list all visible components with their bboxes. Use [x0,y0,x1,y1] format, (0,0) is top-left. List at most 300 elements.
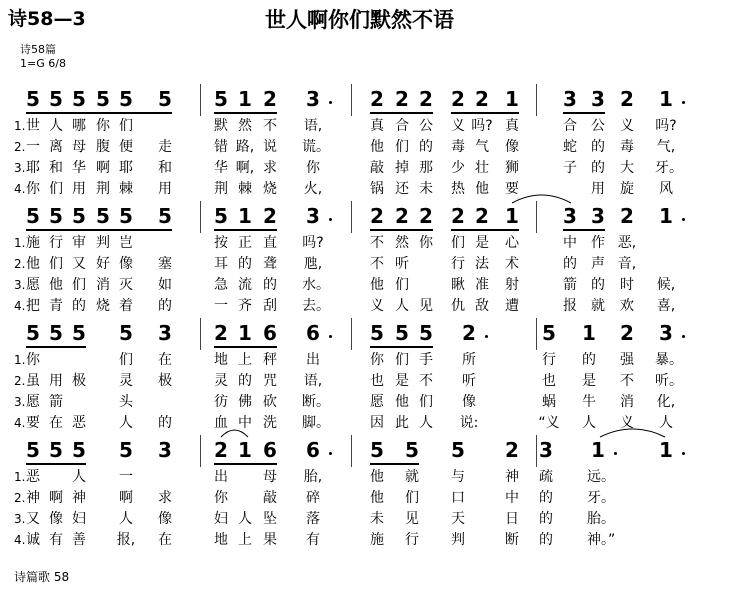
lyric-char: 地 [214,352,228,368]
lyric-char: 牛 [582,394,596,410]
note: 1 [238,87,252,111]
lyric-char: 敌 [475,298,489,314]
lyric-char: 你 [419,235,433,251]
verse-number: 3. [14,395,26,409]
note: 5 [49,87,63,111]
lyric-char: 消 [620,394,634,410]
lyric-char: 暴。 [655,352,683,368]
lyric-char: 坠 [263,511,277,527]
psalm-source: 诗58篇 [20,43,56,56]
lyric-char: 气, [656,139,676,155]
lyric-char: 断 [505,532,519,548]
lyric-char: 和 [49,160,63,176]
lyric-char: 耶 [26,160,40,176]
note: 5 [26,87,40,111]
note: 2 [462,321,476,345]
lyric-char: 岂 [119,235,133,251]
lyric-char: 判 [96,235,110,251]
lyric-char: 直 [263,235,277,251]
note: 6 [263,438,277,462]
lyric-char: 声 [591,256,605,272]
lyric-char: 气 [475,139,489,155]
note: 1 [238,204,252,228]
note: 6 [263,321,277,345]
lyric-char: 有 [306,532,320,548]
lyric-char: 果 [263,532,277,548]
lyric-char: 行 [49,235,63,251]
lyric-char: 不 [370,256,384,272]
lyric-char: 你 [306,160,320,176]
lyric-char: 在 [158,532,172,548]
note: 6 [306,438,320,462]
lyric-char: 耳 [214,256,228,272]
lyric-char: 然 [395,235,409,251]
verse-number: 3. [14,278,26,292]
lyric-char: 华 [214,160,228,176]
note: 5 [72,87,86,111]
slur [221,430,248,437]
lyric-char: 急 [214,277,228,293]
lyric-char: 求 [158,490,172,506]
lyric-char: 恶 [26,469,40,485]
lyric-char: 审 [72,235,86,251]
lyric-char: 又 [72,256,86,272]
lyric-char: 又 [26,511,40,527]
lyric-char: 的 [72,298,86,314]
lyric-char: 蛇 [563,139,577,155]
lyric-char: 是 [582,373,596,389]
note: 5 [370,438,384,462]
lyric-char: 神 [26,490,40,506]
lyric-char: 用 [72,181,86,197]
note: 3 [563,87,577,111]
verse-number: 4. [14,533,26,547]
note: 3 [591,204,605,228]
lyric-char: 天 [451,511,465,527]
lyric-char: 聋 [263,256,277,272]
lyric-char: 棘 [119,181,133,197]
lyric-char: 人 [659,415,673,431]
lyric-char: 们 [72,277,86,293]
lyric-char: 一 [214,298,228,314]
note: 1 [505,87,519,111]
lyric-char: 锅 [370,181,384,197]
lyric-char: 你 [214,490,228,506]
lyric-char: 瞅 [451,277,465,293]
lyric-char: 啊 [49,490,63,506]
lyric-char: 敲 [263,490,277,506]
lyric-char: 候, [656,277,676,293]
lyric-char: 谎。 [302,139,330,155]
lyric-char: 义 [620,118,634,134]
lyric-char: 义 [451,118,465,134]
lyric-char: 他 [370,139,384,155]
note: 5 [119,204,133,228]
lyric-char: 一 [119,469,133,485]
lyric-char: 用 [591,181,605,197]
lyric-char: 听 [462,373,476,389]
lyric-char: 着 [119,298,133,314]
lyric-char: 棘 [238,181,252,197]
lyric-char: 吗? [471,118,493,134]
lyric-char: 们 [119,118,133,134]
lyric-char: 世 [26,118,40,134]
lyric-char: 强 [620,352,634,368]
lyric-char: 虺, [303,256,323,272]
lyric-char: 听 [395,256,409,272]
verse-number: 4. [14,416,26,430]
lyric-char: 判 [451,532,465,548]
lyric-char: 刮 [263,298,277,314]
lyric-char: 未 [370,511,384,527]
slur [512,195,571,203]
note: 5 [96,87,110,111]
lyric-char: 像 [158,511,172,527]
lyric-char: 因 [370,415,384,431]
lyric-char: 们 [49,256,63,272]
lyric-char: 好 [96,256,110,272]
lyric-char: 的 [158,415,172,431]
note: 5 [395,321,409,345]
lyric-char: 像 [49,511,63,527]
lyric-char: 牙。 [655,160,683,176]
note: 2 [505,438,519,462]
lyric-char: 们 [395,139,409,155]
lyric-char: 啊 [96,160,110,176]
note: 2 [620,87,634,111]
verse-number: 3. [14,512,26,526]
lyric-char: 欢 [620,298,634,314]
note: 3 [539,438,553,462]
lyric-char: 你 [370,352,384,368]
lyric-char: 说 [263,139,277,155]
lyric-char: 掉 [395,160,409,176]
lyric-char: 地 [214,532,228,548]
lyric-char: 齐 [238,298,252,314]
lyric-char: 耶 [119,160,133,176]
note: 2 [395,204,409,228]
lyric-char: 见 [419,298,433,314]
note: 3 [158,321,172,345]
lyric-char: 出 [306,352,320,368]
lyric-char: 按 [214,235,228,251]
lyric-char: 热 [451,181,465,197]
note: 1 [659,204,673,228]
note: 1 [591,438,605,462]
lyric-char: 像 [119,256,133,272]
lyric-char: 彷 [214,394,228,410]
lyric-char: 的 [238,373,252,389]
key-signature: 1=G 6/8 [20,57,66,70]
note: 5 [72,204,86,228]
lyric-char: 行 [451,256,465,272]
lyric-char: 的 [591,160,605,176]
lyric-char: 出 [214,469,228,485]
lyric-char: 喜, [656,298,676,314]
lyric-char: “义 [538,415,560,431]
lyric-char: 的 [419,139,433,155]
note: 3 [591,87,605,111]
lyric-char: 神 [505,469,519,485]
lyric-char: 砍 [263,394,277,410]
lyric-char: 与 [451,469,465,485]
note: 2 [475,87,489,111]
lyric-char: 们 [119,352,133,368]
note: 5 [419,321,433,345]
lyric-char: 灵 [214,373,228,389]
lyric-char: 默 [214,118,228,134]
lyric-char: 说: [459,415,479,431]
lyric-char: 用 [49,373,63,389]
lyric-char: 错 [214,139,228,155]
lyric-char: 用 [158,181,172,197]
lyric-char: 神 [72,490,86,506]
lyric-char: 此 [395,415,409,431]
lyric-char: 母 [263,469,277,485]
verse-number: 2. [14,374,26,388]
lyric-char: 们 [395,277,409,293]
lyric-char: 远。 [587,469,615,485]
lyric-char: 便 [119,139,133,155]
lyric-char: 母 [72,139,86,155]
lyric-char: 咒 [263,373,277,389]
note: 5 [72,438,86,462]
note: 5 [26,321,40,345]
note: 1 [659,87,673,111]
verse-number: 1. [14,236,26,250]
note: 2 [370,87,384,111]
note: 5 [49,438,63,462]
lyric-char: 有 [49,532,63,548]
lyric-char: 真 [370,118,384,134]
lyric-char: 疏 [539,469,553,485]
lyric-char: 人 [119,415,133,431]
lyric-char: 啊 [119,490,133,506]
lyric-char: 们 [395,352,409,368]
lyric-char: 秤 [263,352,277,368]
lyric-char: 法 [475,256,489,272]
lyric-char: 义 [620,415,634,431]
lyric-char: 人 [582,415,596,431]
note: 5 [49,321,63,345]
lyric-char: 胎, [303,469,323,485]
lyric-char: 是 [395,373,409,389]
lyric-char: 射 [505,277,519,293]
lyric-char: 在 [49,415,63,431]
lyric-char: 极 [158,373,172,389]
lyric-char: 在 [158,352,172,368]
lyric-char: 他 [395,394,409,410]
note: 1 [238,321,252,345]
note: 5 [214,204,228,228]
lyric-char: 牙。 [587,490,615,506]
lyric-char: 口 [451,490,465,506]
footer-source: 诗篇歌 58 [14,570,70,584]
lyric-char: 敲 [370,160,384,176]
note: 3 [158,438,172,462]
note: 2 [419,204,433,228]
lyric-char: 人 [119,511,133,527]
lyric-char: 烧 [263,181,277,197]
lyric-char: 风 [659,181,673,197]
lyric-char: 不 [370,235,384,251]
note: 5 [451,438,465,462]
note: 2 [475,204,489,228]
lyric-char: 的 [263,277,277,293]
note: 2 [451,87,465,111]
lyric-char: 血 [214,415,228,431]
lyric-char: 时 [620,277,634,293]
lyric-char: 头 [119,394,133,410]
lyric-char: 行 [405,532,419,548]
lyric-char: 的 [158,298,172,314]
lyric-char: 的 [582,352,596,368]
lyric-char: 施 [370,532,384,548]
note: 5 [119,87,133,111]
lyric-char: 荆 [214,181,228,197]
lyric-char: 火, [303,181,323,197]
lyric-char: 水。 [302,277,330,293]
lyric-char: 要 [505,181,519,197]
lyric-char: 语, [303,118,323,134]
lyric-char: 烧 [96,298,110,314]
lyric-char: 蜗 [542,394,556,410]
lyric-char: 们 [451,235,465,251]
lyric-char: 腹 [96,139,110,155]
lyric-char: 少 [451,160,465,176]
lyric-char: 恶, [617,235,637,251]
lyric-char: 上 [238,352,252,368]
note: 5 [158,204,172,228]
note: 1 [659,438,673,462]
lyric-char: 华 [72,160,86,176]
note: 5 [72,321,86,345]
lyric-char: 洗 [263,415,277,431]
lyric-char: 你 [26,352,40,368]
lyric-char: 的 [563,256,577,272]
note: 5 [158,87,172,111]
slur [600,429,665,437]
lyric-char: 塞 [158,256,172,272]
lyric-char: 青 [49,298,63,314]
lyric-char: 毒 [451,139,465,155]
note: 5 [405,438,419,462]
lyric-char: 他 [370,469,384,485]
lyric-char: 然 [238,118,252,134]
note: 5 [119,321,133,345]
lyric-char: 他 [49,277,63,293]
lyric-char: 妇 [72,511,86,527]
lyric-char: 你 [26,181,40,197]
lyric-char: 们 [405,490,419,506]
lyric-char: 报 [563,298,577,314]
lyric-char: 诚 [26,532,40,548]
note: 2 [214,438,228,462]
lyric-char: 愿 [26,277,40,293]
lyric-char: 旋 [620,181,634,197]
lyric-char: 报, [116,532,136,548]
lyric-char: 狮 [505,160,519,176]
note: 2 [419,87,433,111]
lyric-char: 箭 [563,277,577,293]
lyric-char: 那 [419,160,433,176]
note: 2 [620,321,634,345]
verse-number: 3. [14,161,26,175]
lyric-char: 壮 [475,160,489,176]
verse-number: 1. [14,119,26,133]
lyric-char: 路, [235,139,255,155]
lyric-char: 善 [72,532,86,548]
lyric-char: 不 [620,373,634,389]
lyric-char: 的 [539,532,553,548]
note: 2 [620,204,634,228]
lyric-char: 哪 [72,118,86,134]
lyric-char: 也 [542,373,556,389]
lyric-char: 神。” [587,532,616,548]
verse-number: 4. [14,299,26,313]
lyric-char: 仇 [451,298,465,314]
lyric-char: 人 [395,298,409,314]
lyric-char: 吗? [655,118,677,134]
lyric-char: 的 [539,490,553,506]
lyric-char: 化, [656,394,676,410]
lyric-char: 愿 [370,394,384,410]
lyric-char: 落 [306,511,320,527]
lyric-char: 听。 [655,373,683,389]
lyric-char: 流 [238,277,252,293]
verse-number: 1. [14,353,26,367]
lyric-char: 公 [419,118,433,134]
hymn-title: 世人啊你们默然不语 [265,8,454,32]
lyric-char: 灭 [119,277,133,293]
note: 1 [238,438,252,462]
lyric-char: 子 [563,160,577,176]
note: 3 [659,321,673,345]
lyric-char: 遭 [505,298,519,314]
lyric-char: 就 [405,469,419,485]
lyric-char: 毒 [620,139,634,155]
lyric-char: 是 [475,235,489,251]
lyric-char: 像 [462,394,476,410]
note: 3 [306,204,320,228]
lyric-char: 术 [505,256,519,272]
lyric-char: 佛 [238,394,252,410]
lyric-char: 啊, [235,160,255,176]
lyric-char: 他 [370,490,384,506]
verse-number: 2. [14,491,26,505]
lyric-char: 不 [419,373,433,389]
note: 5 [96,204,110,228]
note: 2 [451,204,465,228]
lyric-char: 胎。 [587,511,615,527]
lyric-char: 日 [505,511,519,527]
lyric-char: 人 [419,415,433,431]
lyric-char: 合 [563,118,577,134]
lyric-char: 人 [49,118,63,134]
lyric-char: 所 [462,352,476,368]
lyric-char: 灵 [119,373,133,389]
note: 5 [49,204,63,228]
lyric-char: 离 [49,139,63,155]
lyric-char: 他 [475,181,489,197]
lyric-char: 消 [96,277,110,293]
note: 2 [395,87,409,111]
note: 5 [26,438,40,462]
lyric-char: 们 [419,394,433,410]
lyric-char: 的 [591,277,605,293]
lyric-char: 们 [49,181,63,197]
note: 1 [505,204,519,228]
